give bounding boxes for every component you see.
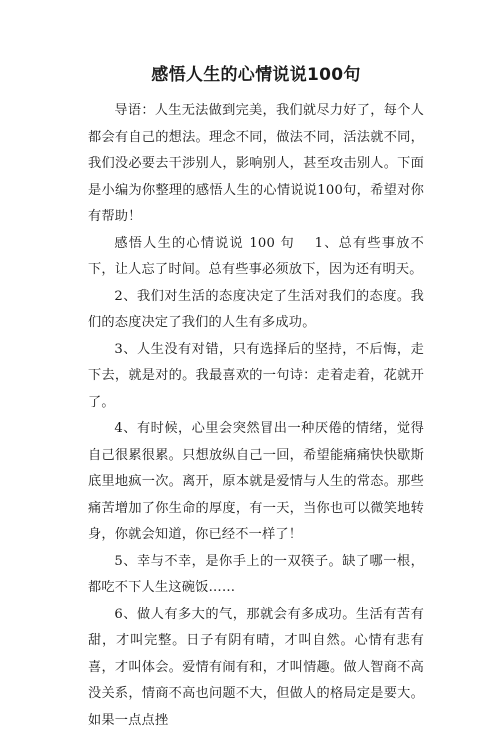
quote-paragraph-5: 5、幸与不幸，是你手上的一双筷子。缺了哪一根，都吃不下人生这碗饭…… [88,549,424,602]
quote-paragraph-6: 6、做人有多大的气，那就会有多成功。生活有苦有甜，才叫完整。日子有阴有晴，才叫自然。心情有悲有喜，才叫体会。爱情有闹有和，才叫情趣。做人智商不高没关系，情商不高也问题不大，但做人的格局定是要大。如果一点点挫 [88,602,424,734]
quote-paragraph-1: 感悟人生的心情说说 100 句 1、总有些事放不下，让人忘了时间。总有些事必须放下，因为还有明天。 [88,231,424,284]
quote-paragraph-4: 4、有时候，心里会突然冒出一种厌倦的情绪，觉得自己很累很累。只想放纵自己一回，希望能痛痛快快歇斯底里地疯一次。离开，原本就是爱情与人生的常态。那些痛苦增加了你生命的厚度，有一天，当你也可以微笑地转身，你就会知道，你已经不一样了！ [88,416,424,549]
intro-paragraph: 导语：人生无法做到完美，我们就尽力好了，每个人都会有自己的想法。理念不同，做法不同，活法就不同，我们没必要去干涉别人，影响别人，甚至攻击别人。下面是小编为你整理的感悟人生的心情说说100句，希望对你有帮助！ [88,98,424,231]
quote-paragraph-3: 3、人生没有对错，只有选择后的坚持，不后悔，走下去，就是对的。我最喜欢的一句诗：走着走着，花就开了。 [88,337,424,417]
quote-paragraph-2: 2、我们对生活的态度决定了生活对我们的态度。我们的态度决定了我们的人生有多成功。 [88,284,424,337]
document-title: 感悟人生的心情说说100句 [88,64,424,86]
